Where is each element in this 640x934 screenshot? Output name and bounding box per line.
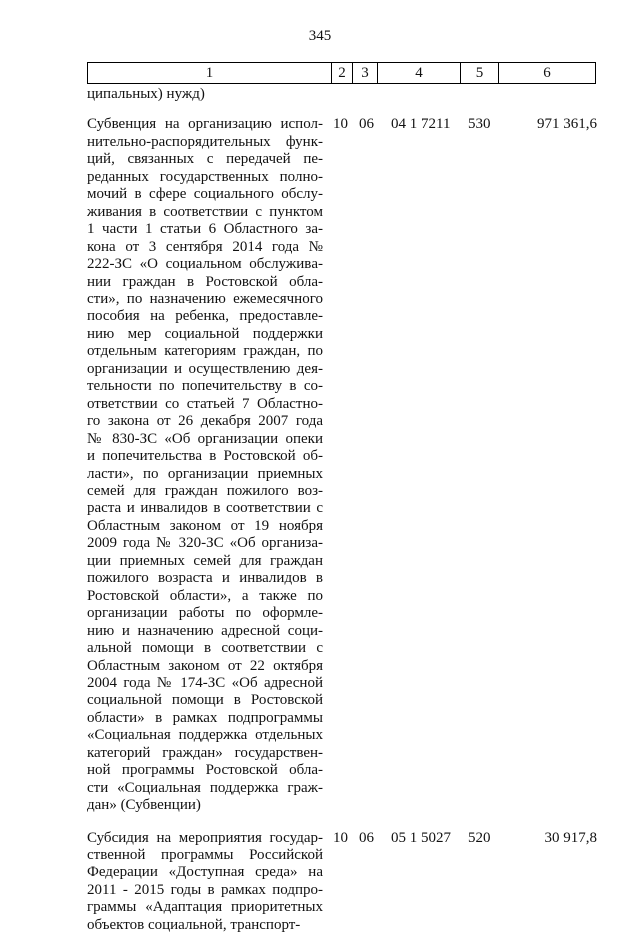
text-line: ответствии со статьей 7 Областно- bbox=[87, 395, 323, 412]
column-header-1: 1 bbox=[88, 63, 332, 84]
text-line: «Социальная поддержка отдельных bbox=[87, 727, 323, 744]
text-line: нительно-распорядительных функ- bbox=[87, 133, 323, 150]
column-header-row bbox=[88, 63, 596, 84]
text-line: № 830-ЗС «Об организации опеки bbox=[87, 430, 323, 447]
text-line: дан» (Субвенции) bbox=[87, 797, 201, 814]
text-line: Областным законом от 22 октября bbox=[87, 657, 323, 674]
text-line: Федерации «Доступная среда» на bbox=[87, 864, 323, 881]
text-line: 2004 года № 174-ЗС «Об адресной bbox=[87, 674, 323, 691]
cell-target-article: 04 1 7211 bbox=[391, 116, 451, 133]
text-line: нию и назначению адресной соци- bbox=[87, 622, 323, 639]
text-line: категорий граждан» государствен- bbox=[87, 744, 323, 761]
text-line: ственной программы Российской bbox=[87, 847, 323, 864]
page-number: 345 bbox=[308, 28, 332, 44]
text-line: ной программы Ростовской обла- bbox=[87, 762, 323, 779]
text-line: 2011 - 2015 годы в рамках подпро- bbox=[87, 881, 323, 898]
table-body bbox=[87, 86, 597, 934]
text-line: нии граждан в Ростовской обла- bbox=[87, 273, 323, 290]
text-line: объектов социальной, транспорт- bbox=[87, 916, 301, 933]
text-line: ласти», по организации приемных bbox=[87, 465, 323, 482]
column-header-table bbox=[87, 62, 596, 84]
text-line: реданных государственных полно- bbox=[87, 168, 323, 185]
text-line: 222-ЗС «О социальном обслуживa- bbox=[87, 256, 323, 273]
text-line: ципальных) нужд) bbox=[87, 86, 205, 102]
text-line: нию мер социальной поддержки bbox=[87, 325, 323, 342]
text-line: раста и инвалидов в соответствии с bbox=[87, 500, 323, 517]
text-line: ций, связанных с передачей пе- bbox=[87, 151, 323, 168]
text-line: живания в соответствии с пунктом bbox=[87, 203, 323, 220]
column-header-2: 2 bbox=[332, 63, 353, 84]
text-line: Субсидия на мероприятия государ- bbox=[87, 829, 323, 846]
text-line: отдельным категориям граждан, по bbox=[87, 343, 323, 360]
text-line: пособия на ребенка, предоставле- bbox=[87, 308, 323, 325]
cell-expense-type: 530 bbox=[468, 116, 491, 133]
continuation-text bbox=[87, 86, 323, 103]
text-line: Ростовской области», а также по bbox=[87, 587, 323, 604]
text-line: организации и осуществлению дея- bbox=[87, 360, 323, 377]
column-header-4: 4 bbox=[378, 63, 461, 84]
text-line: тельности по попечительству в со- bbox=[87, 378, 323, 395]
column-header-3: 3 bbox=[353, 63, 378, 84]
text-line: Областным законом от 19 ноября bbox=[87, 517, 323, 534]
row-description bbox=[87, 830, 323, 934]
table-row bbox=[87, 830, 597, 934]
text-line: области» в рамках подпрограммы bbox=[87, 709, 323, 726]
text-line: Субвенция на организацию испол- bbox=[87, 116, 323, 133]
text-line: мочий в сфере социального обслу- bbox=[87, 186, 323, 203]
text-line: и попечительства в Ростовской об- bbox=[87, 448, 323, 465]
text-line: семей для граждан пожилого воз- bbox=[87, 482, 323, 499]
text-line: 2009 года № 320-ЗС «Об организа- bbox=[87, 535, 323, 552]
text-line: альной помощи в соответствии с bbox=[87, 640, 323, 657]
column-header-5: 5 bbox=[461, 63, 499, 84]
text-line: социальной помощи в Ростовской bbox=[87, 692, 323, 709]
table-row bbox=[87, 116, 597, 814]
cell-amount: 971 361,6 bbox=[537, 116, 597, 133]
text-line: кона от 3 сентября 2014 года № bbox=[87, 238, 323, 255]
cell-section: 10 bbox=[333, 829, 348, 846]
cell-section: 10 bbox=[333, 116, 348, 133]
text-line: го закона от 26 декабря 2007 года bbox=[87, 413, 323, 430]
cell-subsection: 06 bbox=[359, 116, 374, 133]
column-header-6: 6 bbox=[499, 63, 596, 84]
text-line: граммы «Адаптация приоритетных bbox=[87, 899, 323, 916]
text-line: организации работы по оформле- bbox=[87, 605, 323, 622]
text-line: сти», по назначению ежемесячного bbox=[87, 290, 323, 307]
text-line: сти «Социальная поддержка граж- bbox=[87, 779, 323, 796]
row-description bbox=[87, 116, 323, 814]
cell-subsection: 06 bbox=[359, 829, 374, 846]
cell-expense-type: 520 bbox=[468, 829, 491, 846]
cell-target-article: 05 1 5027 bbox=[391, 829, 451, 846]
text-line: 1 части 1 статьи 6 Областного за- bbox=[87, 221, 323, 238]
cell-amount: 30 917,8 bbox=[544, 829, 597, 846]
text-line: пожилого возраста и инвалидов в bbox=[87, 570, 323, 587]
text-line: ции приемных семей для граждан bbox=[87, 552, 323, 569]
